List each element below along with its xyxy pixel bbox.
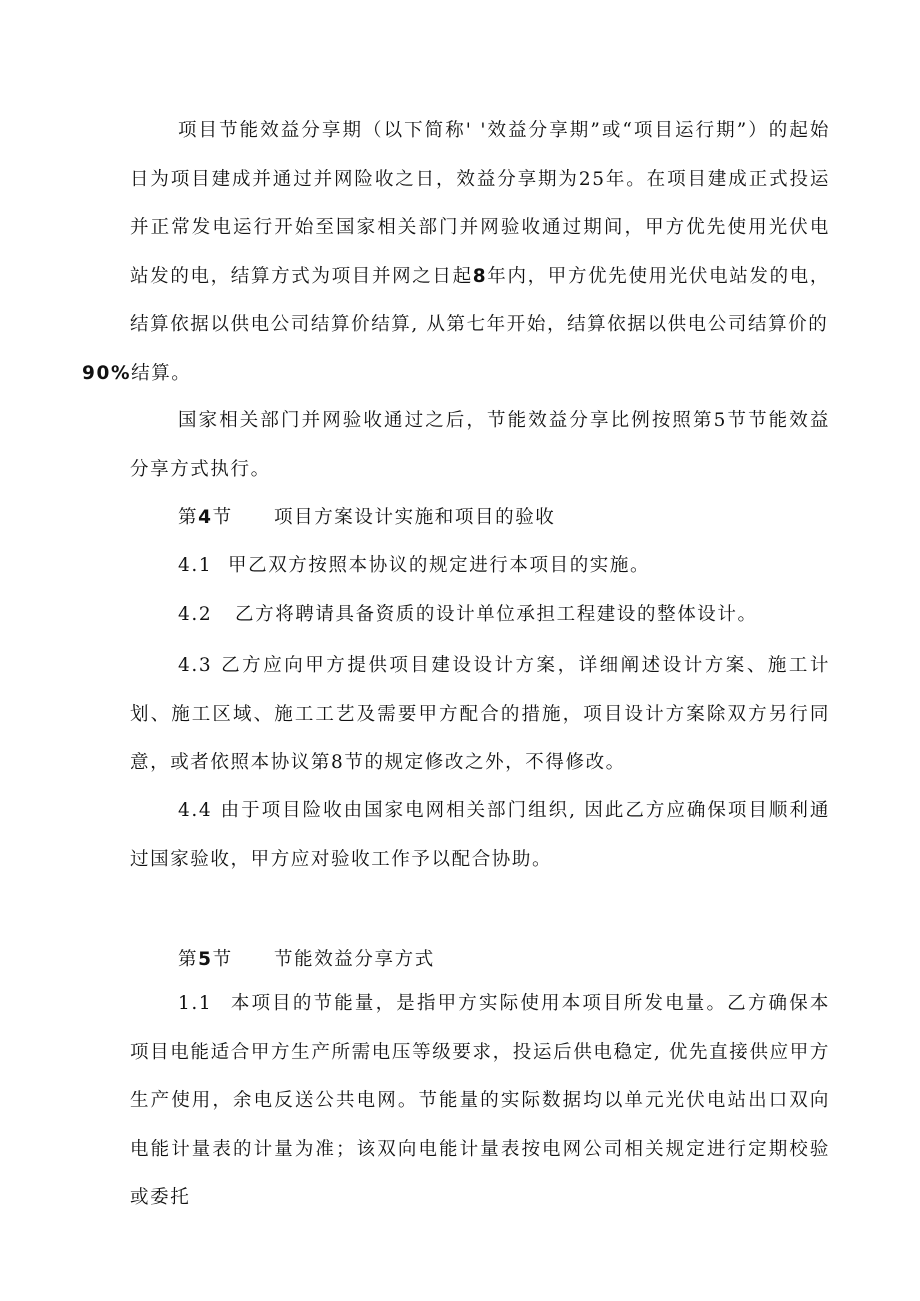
paragraph-text: 年内，甲方优先使用光伏电站发的电，结算依据以供电公司结算价结算, 从第七年开始，结算依据以供电公司结算价的 [130,265,831,335]
emphasis-percent: 90% [82,362,132,384]
clause-4-1 [178,551,650,581]
clause-number: 4.1 [178,555,213,576]
paragraph-benefit-period [82,107,831,398]
paragraph-text: 结算。 [131,362,192,384]
clause-4-4 [130,787,830,884]
clause-number: 4.2 [178,604,213,625]
section-heading-4 [178,503,555,533]
section-title: 项目方案设计实施和项目的验收 [274,507,556,528]
clause-number: 1.1 [178,993,213,1014]
section-heading-5 [178,945,435,975]
section-number: 第5节 [178,949,233,970]
paragraph-text: 项目节能效益分享期（以下简称' '效益分享期”或“项目运行期”）的起始日为项目建成并通过并网险收之日，效益分享期为25年。在项目建成正式投运并正常发电运行开始至国家相关部门并网验收通过期间，甲方优先使用光伏电站发的电，结算方式为项目并网之日起 [130,120,830,287]
section-title: 节能效益分享方式 [274,949,435,970]
clause-text: 乙方将聘请具备资质的设计单位承担工程建设的整体设计。 [235,604,758,625]
clause-number: 4.3 [178,655,213,676]
clause-text: 由于项目险收由国家电网相关部门组织, 因此乙方应确保项目顺利通过国家验收，甲方应对验收工作予以配合协助。 [130,800,830,870]
emphasis-years: 8 [472,265,488,287]
section-number: 第4节 [178,507,233,528]
clause-text: 乙方应向甲方提供项目建设设计方案，详细阐述设计方案、施工计划、施工区域、施工工艺及需要甲方配合的措施，项目设计方案除双方另行同意，或者依照本协议第8节的规定修改之外，不得修改。 [130,655,830,773]
clause-text: 本项目的节能量，是指甲方实际使用本项目所发电量。乙方确保本项目电能适合甲方生产所需电压等级要求，投运后供电稳定, 优先直接供应甲方生产使用，余电反送公共电网。节能量的实际数据均以单元光伏电站出口双向电能计量表的计量为准；该双向电能计量表按电网公司相关规定进行定期校验或委托 [130,993,830,1208]
clause-text: 甲乙双方按照本协议的规定进行本项目的实施。 [228,555,651,576]
clause-1-1 [130,980,830,1223]
clause-number: 4.4 [178,800,213,821]
clause-4-3 [130,642,830,788]
paragraph-share-ratio: 国家相关部门并网验收通过之后，节能效益分享比例按照第5节节能效益分享方式执行。 [130,410,830,480]
clause-4-2 [178,600,758,630]
